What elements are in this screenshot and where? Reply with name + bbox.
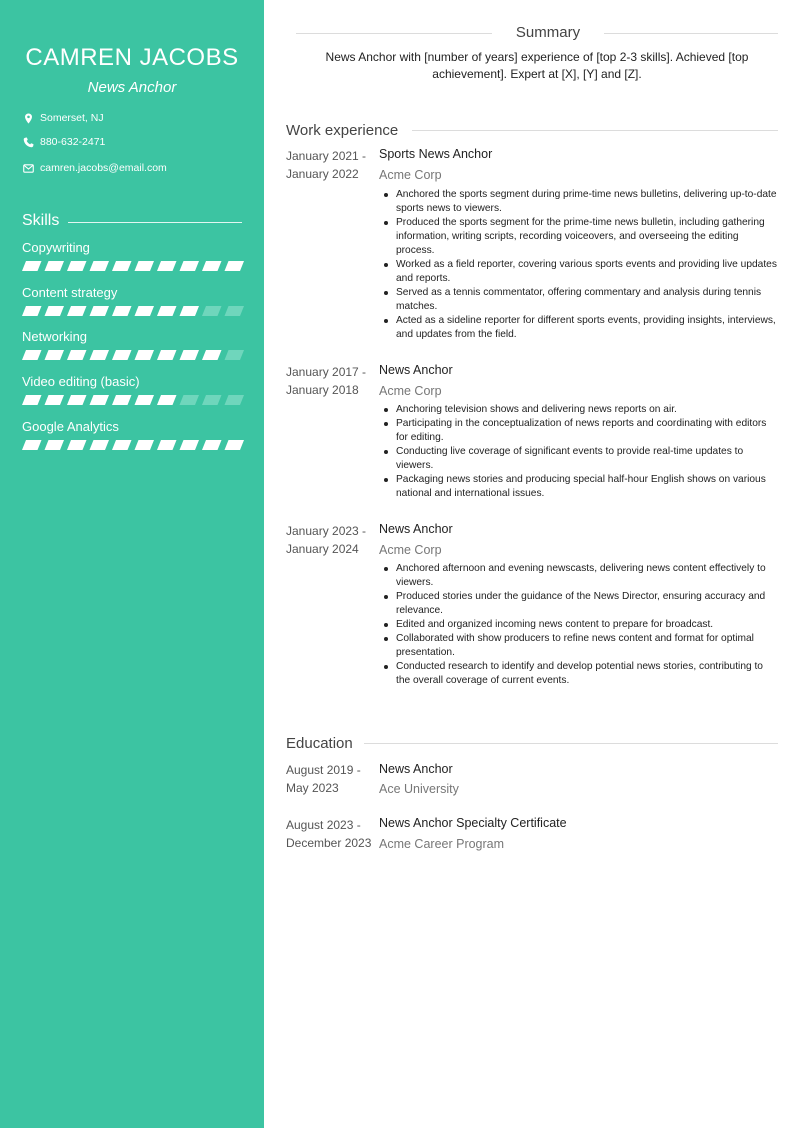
- skill-name: Video editing (basic): [22, 374, 140, 389]
- work-date-start: January 2021 -: [286, 149, 367, 163]
- skill-segment-filled: [45, 395, 65, 405]
- skill-segment-filled: [135, 306, 155, 316]
- skill-level-bar: [22, 261, 244, 271]
- work-experience-heading: Work experience: [286, 122, 399, 139]
- skill-segment-filled: [22, 261, 42, 271]
- work-bullet-list: [379, 562, 779, 688]
- skill-segment-filled: [157, 261, 177, 271]
- work-bullet: Participating in the conceptualization of news reports and coordinating with editors for editing.: [379, 417, 779, 445]
- work-date-start: January 2023 -: [286, 524, 367, 538]
- email-icon: [22, 162, 34, 174]
- skill-segment-filled: [180, 306, 200, 316]
- work-role: News Anchor: [379, 522, 453, 536]
- contact-phone: [22, 136, 105, 148]
- summary-heading: Summary: [515, 24, 581, 41]
- skill-item: [22, 285, 244, 300]
- work-bullet: Anchoring television shows and delivering news reports on air.: [379, 403, 779, 417]
- skill-segment-empty: [225, 350, 245, 360]
- work-bullet: Produced stories under the guidance of the News Director, ensuring accuracy and relevance.: [379, 590, 779, 618]
- skill-segment-filled: [45, 350, 65, 360]
- summary-heading-row: [296, 24, 778, 42]
- work-bullet: Conducting live coverage of significant events to provide real-time updates to viewers.: [379, 445, 779, 473]
- skill-segment-empty: [202, 395, 222, 405]
- skill-segment-filled: [202, 440, 222, 450]
- work-bullet-list: [379, 403, 779, 501]
- skill-segment-filled: [90, 395, 110, 405]
- skill-level-bar: [22, 440, 244, 450]
- summary-text: News Anchor with [number of years] experience of [top 2-3 skills]. Achieved [top achievement]. Expert at [X], [Y] and [Z].: [325, 50, 749, 81]
- skill-segment-filled: [135, 395, 155, 405]
- work-bullet-list: [379, 188, 779, 342]
- candidate-title: News Anchor: [87, 79, 177, 96]
- skill-segment-filled: [22, 395, 42, 405]
- skill-segment-filled: [67, 395, 87, 405]
- work-date-end: January 2024: [286, 542, 359, 556]
- skill-level-bar: [22, 350, 244, 360]
- skill-segment-filled: [112, 350, 132, 360]
- work-bullet: Produced the sports segment for the prime-time news bulletin, including gathering information, writing scripts, recording voiceovers, and overseeing the editing process.: [379, 216, 779, 258]
- skill-segment-filled: [112, 395, 132, 405]
- skill-segment-filled: [22, 440, 42, 450]
- work-bullet: Anchored afternoon and evening newscasts, delivering news content effectively to viewers.: [379, 562, 779, 590]
- skill-segment-filled: [90, 261, 110, 271]
- skill-segment-filled: [45, 261, 65, 271]
- work-organization: Acme Corp: [379, 384, 442, 398]
- skill-segment-filled: [22, 306, 42, 316]
- skill-item: [22, 329, 244, 344]
- work-bullet: Acted as a sideline reporter for different sports events, providing insights, interviews, and updates from the field.: [379, 314, 779, 342]
- skill-segment-filled: [135, 261, 155, 271]
- work-organization: Acme Corp: [379, 543, 442, 557]
- skill-item: [22, 374, 244, 389]
- skill-segment-filled: [90, 440, 110, 450]
- education-school: Ace University: [379, 782, 459, 796]
- skill-segment-filled: [157, 440, 177, 450]
- education-school: Acme Career Program: [379, 837, 505, 851]
- skill-name: Copywriting: [22, 240, 90, 255]
- work-date-end: January 2022: [286, 167, 359, 181]
- education-date-start: August 2019 -: [286, 763, 361, 777]
- skill-segment-filled: [90, 306, 110, 316]
- skills-divider: [68, 222, 242, 223]
- location-text: Somerset, NJ: [40, 112, 104, 124]
- skill-segment-filled: [67, 261, 87, 271]
- skill-segment-filled: [157, 306, 177, 316]
- skill-segment-filled: [157, 350, 177, 360]
- skill-segment-filled: [45, 440, 65, 450]
- skill-segment-filled: [135, 350, 155, 360]
- work-date: [286, 363, 378, 399]
- skill-segment-filled: [112, 306, 132, 316]
- skill-segment-empty: [180, 395, 200, 405]
- education-date: [286, 816, 382, 852]
- skill-segment-filled: [180, 261, 200, 271]
- work-bullet: Edited and organized incoming news content to prepare for broadcast.: [379, 618, 779, 632]
- skill-level-bar: [22, 306, 244, 316]
- skill-segment-filled: [202, 261, 222, 271]
- work-bullet: Served as a tennis commentator, offering commentary and analysis during tennis matches.: [379, 286, 779, 314]
- education-date-end: December 2023: [286, 836, 372, 850]
- email-text[interactable]: camren.jacobs@email.com: [40, 162, 167, 174]
- work-organization: Acme Corp: [379, 168, 442, 182]
- skill-segment-filled: [112, 261, 132, 271]
- skill-segment-empty: [202, 306, 222, 316]
- education-degree: News Anchor: [379, 762, 453, 776]
- work-bullet: Collaborated with show producers to refine news content and format for optimal presentation.: [379, 632, 779, 660]
- education-degree: News Anchor Specialty Certificate: [379, 816, 567, 830]
- work-bullet: Anchored the sports segment during prime-time news bulletins, delivering up-to-date sports news to viewers.: [379, 188, 779, 216]
- main-content: [264, 0, 800, 1128]
- skill-segment-filled: [202, 350, 222, 360]
- summary-divider-right: [604, 33, 778, 34]
- skill-segment-empty: [225, 395, 245, 405]
- skill-segment-filled: [135, 440, 155, 450]
- skill-segment-filled: [157, 395, 177, 405]
- work-role: Sports News Anchor: [379, 147, 493, 161]
- skill-name: Networking: [22, 329, 88, 344]
- work-experience-divider: [412, 130, 778, 131]
- summary-divider-left: [296, 33, 492, 34]
- skill-segment-filled: [225, 261, 245, 271]
- work-role: News Anchor: [379, 363, 453, 377]
- candidate-name: CAMREN JACOBS: [25, 44, 239, 71]
- contact-email[interactable]: [22, 162, 167, 174]
- skill-segment-filled: [67, 306, 87, 316]
- skill-name: Content strategy: [22, 285, 118, 300]
- skill-level-bar: [22, 395, 244, 405]
- skill-segment-empty: [225, 306, 245, 316]
- education-date-start: August 2023 -: [286, 818, 361, 832]
- work-bullet: Worked as a field reporter, covering various sports events and providing live updates and reports.: [379, 258, 779, 286]
- phone-icon: [22, 136, 34, 148]
- work-bullet: Conducted research to identify and develop potential news stories, contributing to the overall coverage of current events.: [379, 660, 779, 688]
- skill-item: [22, 240, 244, 255]
- contact-location: [22, 112, 104, 124]
- skill-segment-filled: [67, 350, 87, 360]
- location-pin-icon: [22, 112, 34, 124]
- sidebar: [0, 0, 264, 1128]
- skill-segment-filled: [90, 350, 110, 360]
- skill-name: Google Analytics: [22, 419, 119, 434]
- education-heading: Education: [286, 735, 353, 752]
- skill-segment-filled: [22, 350, 42, 360]
- work-bullet: Packaging news stories and producing special half-hour English shows on various national and international issues.: [379, 473, 779, 501]
- work-date-start: January 2017 -: [286, 365, 367, 379]
- education-divider: [364, 743, 778, 744]
- skill-segment-filled: [112, 440, 132, 450]
- skill-segment-filled: [180, 350, 200, 360]
- skill-segment-filled: [225, 440, 245, 450]
- skill-item: [22, 419, 244, 434]
- skills-heading: Skills: [22, 212, 60, 229]
- education-date-end: May 2023: [286, 781, 339, 795]
- phone-text: 880-632-2471: [40, 136, 106, 148]
- work-date: [286, 522, 378, 558]
- work-date-end: January 2018: [286, 383, 359, 397]
- education-date: [286, 761, 378, 797]
- skill-segment-filled: [180, 440, 200, 450]
- skill-segment-filled: [45, 306, 65, 316]
- skill-segment-filled: [67, 440, 87, 450]
- work-date: [286, 147, 378, 183]
